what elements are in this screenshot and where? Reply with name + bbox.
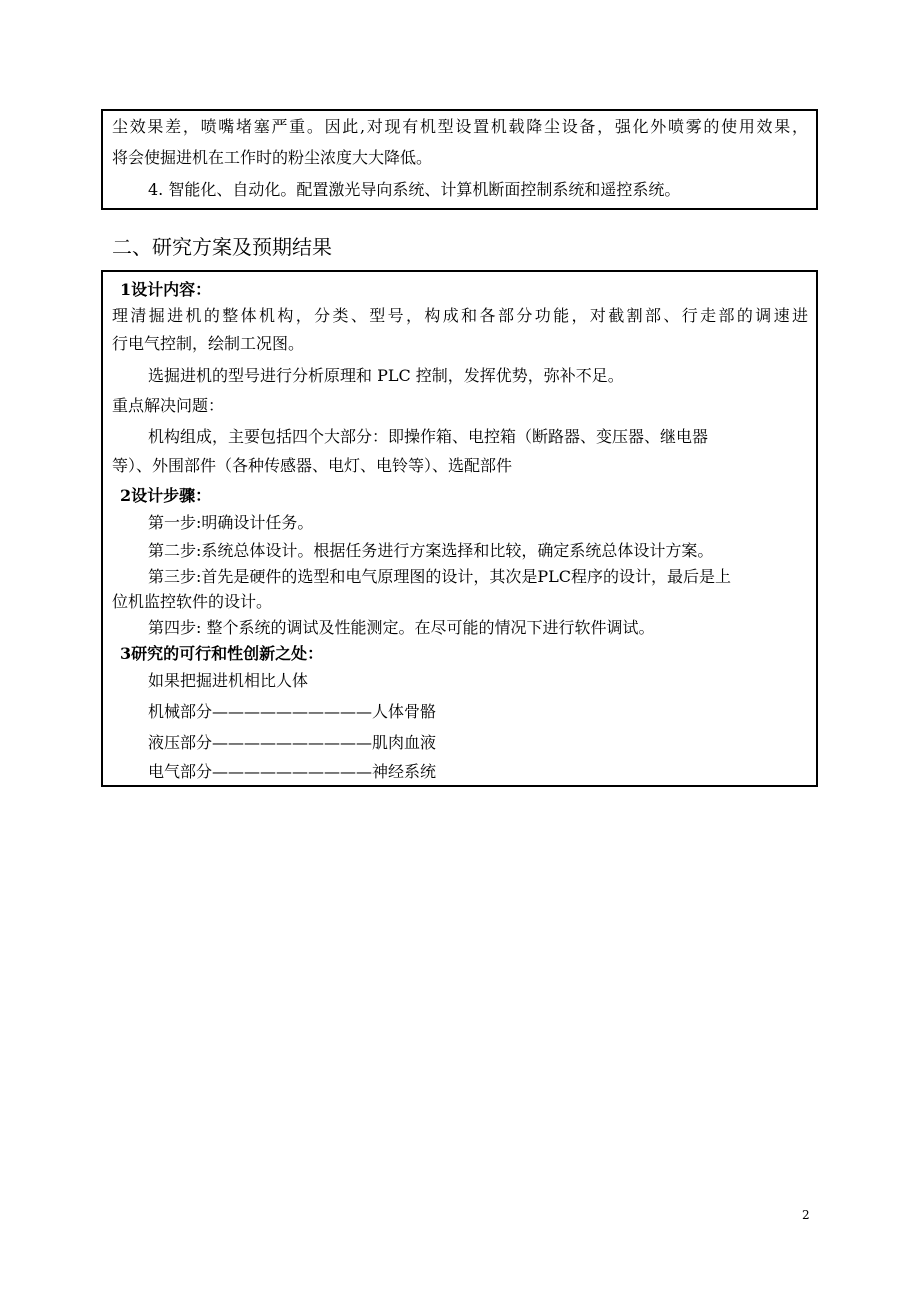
continuation-text-box [101,109,818,210]
step-line: 第一步:明确设计任务。 [148,513,314,532]
design-content-title: 1设计内容： [120,280,212,299]
design-steps-title: 2设计步骤： [120,486,212,505]
analogy-line: 机械部分——————————人体骨骼 [148,702,437,721]
analogy-line: 电气部分——————————神经系统 [148,762,437,781]
page-number: 2 [802,1208,810,1222]
text-line: 将会使掘进机在工作时的粉尘浓度大大降低。 [112,148,433,167]
text-line: 理清掘进机的整体机构，分类、型号，构成和各部分功能，对截割部、行走部的调速进 [112,306,808,325]
research-plan-box [101,270,818,787]
step-line: 位机监控软件的设计。 [112,592,273,611]
text-line: 等）、外围部件（各种传感器、电灯、电铃等）、选配部件 [112,456,513,475]
text-line: 选掘进机的型号进行分析原理和 PLC 控制，发挥优势，弥补不足。 [148,366,624,385]
text-line: 行电气控制，绘制工况图。 [112,334,305,353]
text-line: 4. 智能化、自动化。配置激光导向系统、计算机断面控制系统和遥控系统。 [148,180,681,199]
step-line: 第二步:系统总体设计。根据任务进行方案选择和比较，确定系统总体设计方案。 [148,541,714,560]
text-line: 机构组成，主要包括四个大部分：即操作箱、电控箱（断路器、变压器、继电器 [148,427,709,446]
step-line: 第四步: 整个系统的调试及性能测定。在尽可能的情况下进行软件调试。 [148,618,655,637]
key-problems-label: 重点解决问题： [112,396,225,415]
text-line: 如果把掘进机相比人体 [148,671,309,690]
analogy-line: 液压部分——————————肌肉血液 [148,733,437,752]
text-line: 尘效果差，喷嘴堵塞严重。因此,对现有机型设置机载降尘设备，强化外喷雾的使用效果， [112,117,808,136]
section-heading: 二、研究方案及预期结果 [112,235,332,259]
step-line: 第三步:首先是硬件的选型和电气原理图的设计，其次是PLC程序的设计，最后是上 [148,567,732,586]
feasibility-title: 3研究的可行和性创新之处： [120,644,324,663]
